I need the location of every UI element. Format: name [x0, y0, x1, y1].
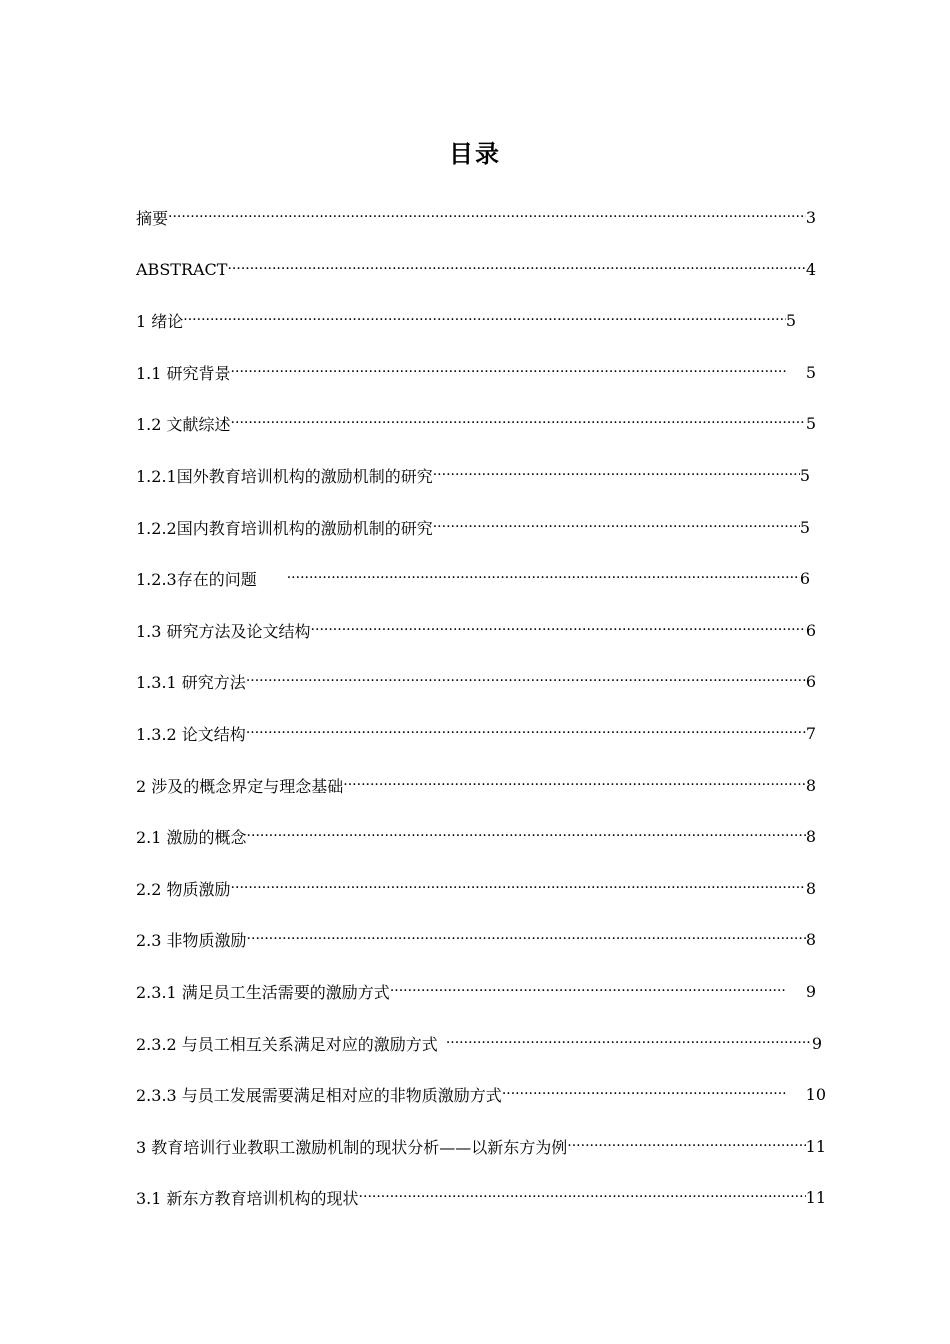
toc-entry-page-number: 6 [805, 620, 816, 640]
toc-entry-page-number: 11 [805, 1136, 826, 1156]
toc-entry-page-number: 9 [805, 981, 816, 1001]
toc-entry-leader-dots [247, 828, 806, 844]
toc-entry-page-number: 5 [799, 517, 810, 537]
toc-entry[interactable] [136, 978, 816, 1004]
toc-entry-page-number: 8 [805, 775, 816, 795]
toc-entry[interactable] [136, 514, 810, 540]
toc-entry-label: 1 绪论 [136, 311, 184, 331]
toc-entry-leader-dots [231, 364, 786, 380]
toc-entry-label: 1.3.1 研究方法 [136, 672, 246, 692]
toc-entry-leader-dots [359, 1189, 806, 1205]
toc-entry-leader-dots [567, 1138, 805, 1154]
toc-entry[interactable] [136, 1030, 822, 1056]
toc-entry[interactable] [136, 565, 810, 591]
toc-entry-label: 1.2.2国内教育培训机构的激励机制的研究 [136, 518, 433, 538]
toc-entry-leader-dots [390, 983, 786, 999]
toc-entry-page-number: 5 [799, 465, 810, 485]
toc-entry[interactable] [136, 1081, 826, 1107]
toc-entry-label: 摘要 [136, 208, 169, 228]
toc-entry-label: 2.1 激励的概念 [136, 827, 247, 847]
toc-entry-label: 1.2.3存在的问题 [136, 569, 257, 589]
toc-entry[interactable] [136, 1184, 826, 1210]
toc-entry[interactable] [136, 1133, 826, 1159]
toc-entry-leader-dots [231, 880, 806, 896]
toc-entry-label: 1.2.1国外教育培训机构的激励机制的研究 [136, 466, 433, 486]
toc-entry-label: 1.3 研究方法及论文结构 [136, 621, 311, 641]
toc-entry-leader-dots [311, 622, 806, 638]
toc-entry-leader-dots [168, 209, 806, 225]
toc-entry-leader-dots [231, 415, 806, 431]
toc-entry[interactable] [136, 359, 816, 385]
toc-entry-label: 3.1 新东方教育培训机构的现状 [136, 1188, 359, 1208]
toc-entry-leader-dots [246, 725, 806, 741]
toc-entry[interactable] [136, 256, 816, 282]
toc-entry-page-number: 9 [811, 1033, 822, 1053]
toc-entry-leader-dots [287, 570, 800, 586]
toc-entry-leader-dots [227, 261, 805, 277]
toc-entry[interactable] [136, 462, 810, 488]
toc-entry-page-number: 8 [805, 929, 816, 949]
toc-entry[interactable] [136, 617, 816, 643]
toc-entry-label: 2.3.2 与员工相互关系满足对应的激励方式 [136, 1034, 438, 1054]
toc-entry-page-number: 8 [805, 878, 816, 898]
toc-entry-label: 2.3.3 与员工发展需要满足相对应的非物质激励方式 [136, 1085, 502, 1105]
toc-entry-label: 1.1 研究背景 [136, 363, 231, 383]
toc-title: 目录 [449, 139, 501, 168]
toc-entry[interactable] [136, 204, 816, 230]
toc-entry-leader-dots [433, 519, 800, 535]
toc-entry[interactable] [136, 772, 816, 798]
toc-entry-page-number: 8 [805, 826, 816, 846]
toc-entry-leader-dots [183, 312, 786, 328]
toc-entry-label: 3 教育培训行业教职工激励机制的现状分析——以新东方为例 [136, 1137, 568, 1157]
toc-entry-leader-dots [433, 467, 800, 483]
toc-entry-leader-dots [343, 777, 806, 793]
toc-entry-label: ABSTRACT [136, 259, 228, 279]
toc-entry-page-number: 5 [805, 413, 816, 433]
toc-entry[interactable] [136, 926, 816, 952]
toc-entry-label: 2.3 非物质激励 [136, 930, 247, 950]
toc-entry[interactable] [136, 720, 816, 746]
toc-entry-page-number: 5 [785, 310, 796, 330]
toc-entry-label: 1.2 文献综述 [136, 414, 231, 434]
toc-entry-page-number: 6 [799, 568, 810, 588]
toc-entry-page-number: 6 [805, 671, 816, 691]
toc-entry-label: 2 涉及的概念界定与理念基础 [136, 776, 344, 796]
toc-entry-page-number: 4 [805, 259, 816, 279]
toc-entry[interactable] [136, 410, 816, 436]
toc-entry-leader-dots [246, 673, 806, 689]
toc-entry-leader-dots [502, 1086, 786, 1102]
toc-entry[interactable] [136, 307, 796, 333]
toc-entry-leader-dots [247, 931, 806, 947]
toc-entry-page-number: 5 [805, 362, 816, 382]
toc-entry-page-number: 11 [805, 1187, 826, 1207]
toc-entry-page-number: 10 [805, 1084, 826, 1104]
toc-entry-page-number: 3 [805, 207, 816, 227]
toc-entry-page-number: 7 [805, 723, 816, 743]
toc-entry-label: 2.2 物质激励 [136, 879, 231, 899]
toc-entry-label: 1.3.2 论文结构 [136, 724, 246, 744]
toc-entry[interactable] [136, 875, 816, 901]
toc-entry-leader-dots [446, 1035, 812, 1051]
toc-entry-label: 2.3.1 满足员工生活需要的激励方式 [136, 982, 390, 1002]
toc-entry[interactable] [136, 668, 816, 694]
toc-entry[interactable] [136, 823, 816, 849]
